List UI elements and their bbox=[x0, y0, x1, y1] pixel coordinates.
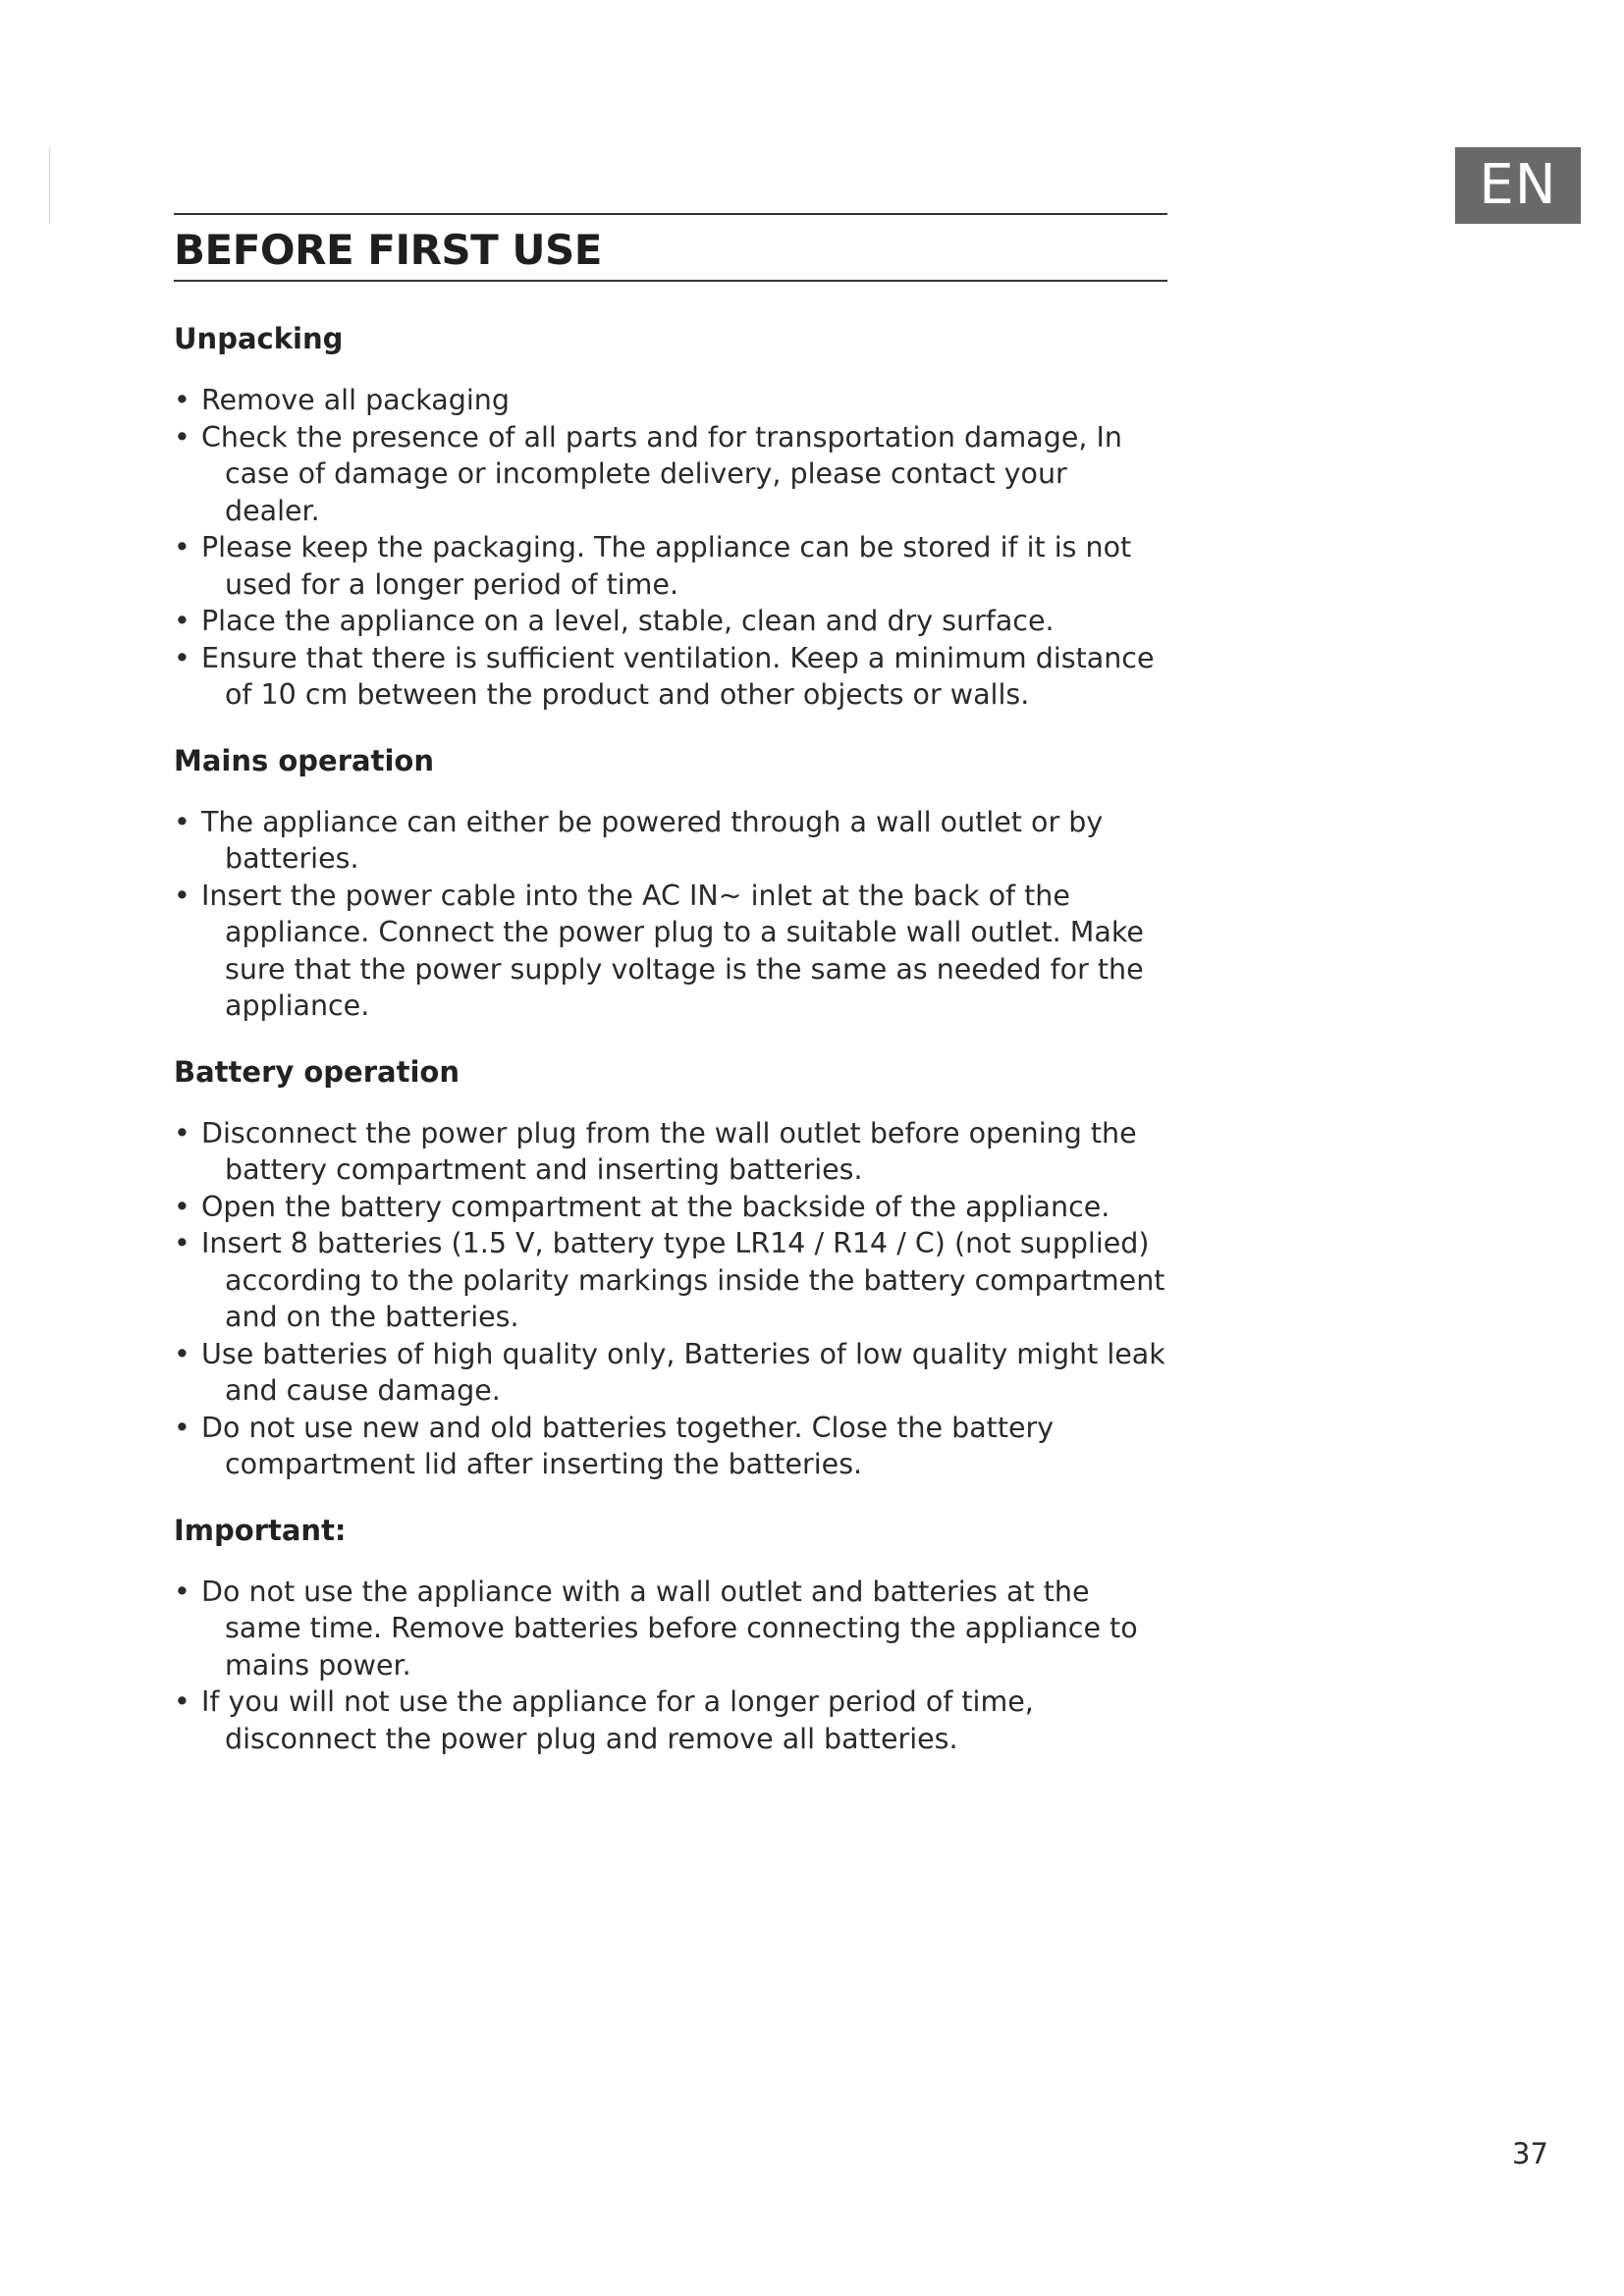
bullet-list bbox=[174, 804, 1167, 1025]
page-number: 37 bbox=[1512, 2137, 1548, 2170]
title-block bbox=[174, 213, 1167, 282]
list-item: • If you will not use the appliance for a longer period of time, disconnect the power plug and remove all batteries. bbox=[174, 1683, 1167, 1757]
section-important bbox=[174, 1511, 1167, 1758]
list-item: • Please keep the packaging. The appliance can be stored if it is not used for a longer period of time. bbox=[174, 529, 1167, 603]
list-item: • Use batteries of high quality only, Batteries of low quality might leak and cause damage. bbox=[174, 1336, 1167, 1410]
list-item: • Remove all packaging bbox=[174, 382, 1167, 419]
language-badge: EN bbox=[1455, 147, 1581, 224]
bullet-list bbox=[174, 1115, 1167, 1483]
list-item: • Disconnect the power plug from the wall outlet before opening the battery compartment and inserting batteries. bbox=[174, 1115, 1167, 1189]
list-item: • Ensure that there is sufficient ventilation. Keep a minimum distance of 10 cm between the product and other objects or walls. bbox=[174, 640, 1167, 714]
list-item: • Check the presence of all parts and for transportation damage, In case of damage or incomplete delivery, please contact your dealer. bbox=[174, 419, 1167, 530]
section-heading: Mains operation bbox=[174, 743, 434, 777]
section-battery-operation bbox=[174, 1052, 1167, 1483]
bullet-list bbox=[174, 1574, 1167, 1758]
list-item: • Insert 8 batteries (1.5 V, battery type LR14 / R14 / C) (not supplied) according to the polarity markings inside the battery compartment and on the batteries. bbox=[174, 1225, 1167, 1336]
section-unpacking bbox=[174, 319, 1167, 714]
bullet-list bbox=[174, 382, 1167, 714]
section-mains-operation bbox=[174, 741, 1167, 1025]
list-item: • Open the battery compartment at the backside of the appliance. bbox=[174, 1189, 1167, 1226]
page-title: BEFORE FIRST USE bbox=[174, 226, 602, 274]
list-item: • Do not use new and old batteries together. Close the battery compartment lid after inserting the batteries. bbox=[174, 1410, 1167, 1483]
list-item: • Insert the power cable into the AC IN~ inlet at the back of the appliance. Connect the power plug to a suitable wall outlet. Make sure that the power supply voltage is the same as needed for the appliance. bbox=[174, 878, 1167, 1025]
margin-rule bbox=[49, 147, 50, 224]
list-item: • The appliance can either be powered through a wall outlet or by batteries. bbox=[174, 804, 1167, 878]
page-content bbox=[174, 213, 1167, 1785]
list-item: • Do not use the appliance with a wall outlet and batteries at the same time. Remove batteries before connecting the appliance to mains power. bbox=[174, 1574, 1167, 1684]
section-heading: Important: bbox=[174, 1513, 347, 1547]
section-heading: Unpacking bbox=[174, 322, 344, 355]
list-item: • Place the appliance on a level, stable, clean and dry surface. bbox=[174, 603, 1167, 640]
section-heading: Battery operation bbox=[174, 1054, 460, 1089]
